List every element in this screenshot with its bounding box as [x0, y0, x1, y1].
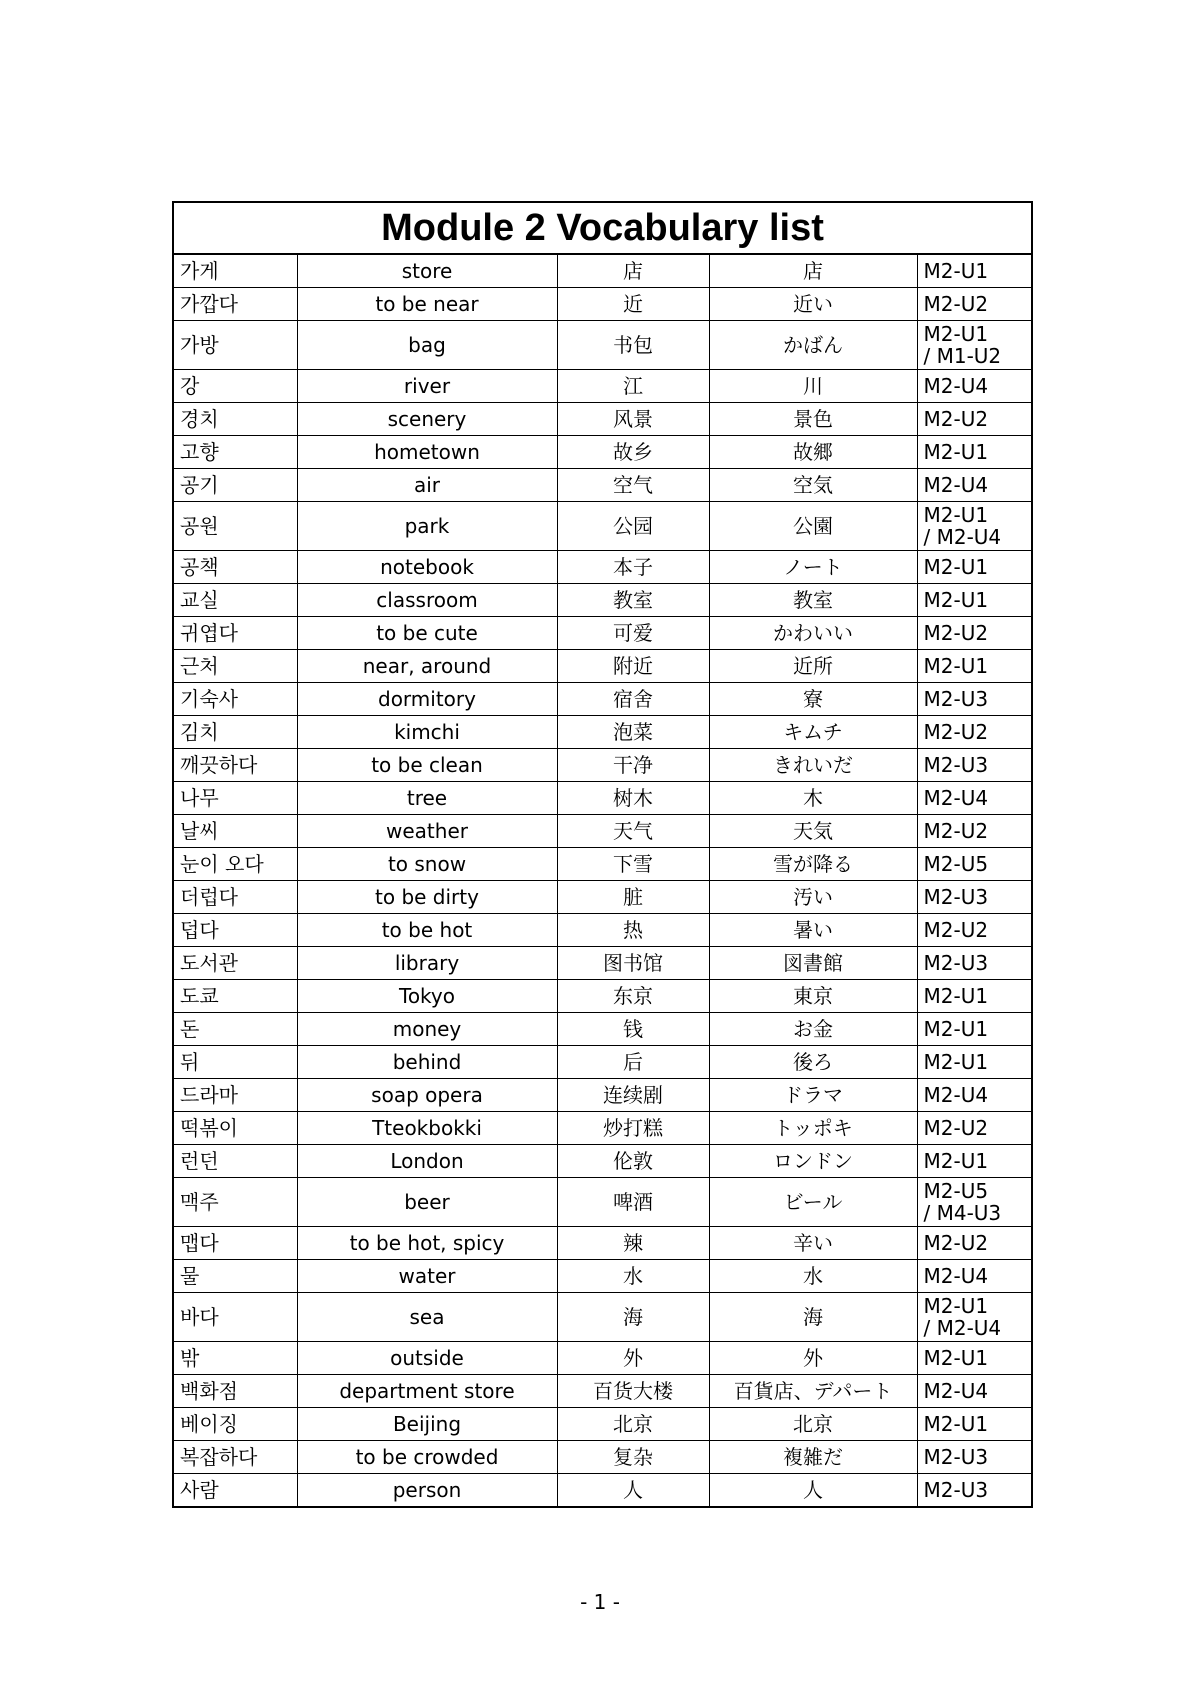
- unit-reference: [917, 1441, 1032, 1474]
- unit-reference: [917, 716, 1032, 749]
- unit-code: M2-U2: [923, 621, 989, 645]
- japanese-word: 北京: [709, 1408, 917, 1441]
- japanese-word: 近い: [709, 288, 917, 321]
- chinese-word: 空气: [557, 469, 709, 502]
- title-row: [173, 202, 1032, 254]
- chinese-word: 脏: [557, 881, 709, 914]
- japanese-word: きれいだ: [709, 749, 917, 782]
- japanese-word: 複雑だ: [709, 1441, 917, 1474]
- japanese-word: ノート: [709, 551, 917, 584]
- english-meaning: person: [297, 1474, 557, 1508]
- unit-reference: [917, 782, 1032, 815]
- korean-word: 백화점: [173, 1375, 297, 1408]
- chinese-word: 本子: [557, 551, 709, 584]
- korean-word: 공원: [173, 502, 297, 551]
- table-row: [173, 1293, 1032, 1342]
- english-meaning: hometown: [297, 436, 557, 469]
- page-number: - 1 -: [580, 1590, 620, 1614]
- japanese-word: 景色: [709, 403, 917, 436]
- unit-code: M2-U1: [923, 1412, 989, 1436]
- chinese-word: 辣: [557, 1227, 709, 1260]
- unit-code: M2-U4: [923, 1264, 989, 1288]
- korean-word: 공책: [173, 551, 297, 584]
- korean-word: 떡볶이: [173, 1112, 297, 1145]
- chinese-word: 宿舍: [557, 683, 709, 716]
- unit-code: / M2-U4: [923, 1316, 1002, 1340]
- japanese-word: 故郷: [709, 436, 917, 469]
- chinese-word: 泡菜: [557, 716, 709, 749]
- japanese-word: 辛い: [709, 1227, 917, 1260]
- table-row: [173, 1112, 1032, 1145]
- japanese-word: 公園: [709, 502, 917, 551]
- english-meaning: to snow: [297, 848, 557, 881]
- chinese-word: 水: [557, 1260, 709, 1293]
- chinese-word: 连续剧: [557, 1079, 709, 1112]
- japanese-word: 天気: [709, 815, 917, 848]
- japanese-word: キムチ: [709, 716, 917, 749]
- unit-reference: [917, 815, 1032, 848]
- korean-word: 복잡하다: [173, 1441, 297, 1474]
- english-meaning: river: [297, 370, 557, 403]
- korean-word: 가깝다: [173, 288, 297, 321]
- unit-reference: [917, 288, 1032, 321]
- unit-reference: [917, 1145, 1032, 1178]
- chinese-word: 下雪: [557, 848, 709, 881]
- japanese-word: 寮: [709, 683, 917, 716]
- chinese-word: 钱: [557, 1013, 709, 1046]
- unit-code: M2-U1: [923, 588, 989, 612]
- japanese-word: 店: [709, 254, 917, 288]
- unit-reference: [917, 1046, 1032, 1079]
- chinese-word: 海: [557, 1293, 709, 1342]
- japanese-word: かばん: [709, 321, 917, 370]
- table-row: [173, 1227, 1032, 1260]
- english-meaning: tree: [297, 782, 557, 815]
- japanese-word: 川: [709, 370, 917, 403]
- vocabulary-rows: [173, 254, 1032, 1507]
- unit-reference: [917, 502, 1032, 551]
- chinese-word: 近: [557, 288, 709, 321]
- korean-word: 뒤: [173, 1046, 297, 1079]
- chinese-word: 可爱: [557, 617, 709, 650]
- table-row: [173, 1178, 1032, 1227]
- unit-code: M2-U4: [923, 786, 989, 810]
- chinese-word: 外: [557, 1342, 709, 1375]
- japanese-word: 海: [709, 1293, 917, 1342]
- unit-reference: [917, 469, 1032, 502]
- table-row: [173, 947, 1032, 980]
- table-row: [173, 815, 1032, 848]
- unit-code: M2-U1: [923, 1149, 989, 1173]
- english-meaning: soap opera: [297, 1079, 557, 1112]
- korean-word: 눈이 오다: [173, 848, 297, 881]
- unit-code: M2-U1: [923, 322, 989, 346]
- chinese-word: 故乡: [557, 436, 709, 469]
- unit-reference: [917, 551, 1032, 584]
- unit-code: M2-U2: [923, 407, 989, 431]
- english-meaning: behind: [297, 1046, 557, 1079]
- english-meaning: to be hot: [297, 914, 557, 947]
- english-meaning: dormitory: [297, 683, 557, 716]
- chinese-word: 风景: [557, 403, 709, 436]
- table-row: [173, 254, 1032, 288]
- table-row: [173, 1145, 1032, 1178]
- unit-reference: [917, 436, 1032, 469]
- korean-word: 공기: [173, 469, 297, 502]
- english-meaning: to be near: [297, 288, 557, 321]
- japanese-word: かわいい: [709, 617, 917, 650]
- korean-word: 도쿄: [173, 980, 297, 1013]
- page-title: Module 2 Vocabulary list: [173, 202, 1032, 254]
- japanese-word: ドラマ: [709, 1079, 917, 1112]
- unit-reference: [917, 1474, 1032, 1508]
- japanese-word: 東京: [709, 980, 917, 1013]
- japanese-word: 図書館: [709, 947, 917, 980]
- unit-code: M2-U3: [923, 1478, 989, 1502]
- table-row: [173, 1408, 1032, 1441]
- japanese-word: 教室: [709, 584, 917, 617]
- chinese-word: 热: [557, 914, 709, 947]
- korean-word: 깨끗하다: [173, 749, 297, 782]
- english-meaning: weather: [297, 815, 557, 848]
- table-row: [173, 1013, 1032, 1046]
- unit-code: M2-U1: [923, 654, 989, 678]
- japanese-word: 水: [709, 1260, 917, 1293]
- unit-reference: [917, 1408, 1032, 1441]
- unit-code: M2-U5: [923, 1179, 989, 1203]
- korean-word: 날씨: [173, 815, 297, 848]
- japanese-word: 外: [709, 1342, 917, 1375]
- chinese-word: 伦敦: [557, 1145, 709, 1178]
- english-meaning: park: [297, 502, 557, 551]
- chinese-word: 炒打糕: [557, 1112, 709, 1145]
- japanese-word: ロンドン: [709, 1145, 917, 1178]
- table-row: [173, 1375, 1032, 1408]
- english-meaning: to be cute: [297, 617, 557, 650]
- table-row: [173, 848, 1032, 881]
- unit-reference: [917, 683, 1032, 716]
- korean-word: 교실: [173, 584, 297, 617]
- unit-code: M2-U2: [923, 819, 989, 843]
- chinese-word: 书包: [557, 321, 709, 370]
- korean-word: 강: [173, 370, 297, 403]
- unit-reference: [917, 403, 1032, 436]
- unit-reference: [917, 321, 1032, 370]
- unit-code: M2-U3: [923, 951, 989, 975]
- english-meaning: store: [297, 254, 557, 288]
- japanese-word: 木: [709, 782, 917, 815]
- unit-reference: [917, 947, 1032, 980]
- korean-word: 맵다: [173, 1227, 297, 1260]
- table-row: [173, 914, 1032, 947]
- korean-word: 나무: [173, 782, 297, 815]
- chinese-word: 后: [557, 1046, 709, 1079]
- table-row: [173, 469, 1032, 502]
- english-meaning: London: [297, 1145, 557, 1178]
- english-meaning: classroom: [297, 584, 557, 617]
- unit-code: M2-U1: [923, 1294, 989, 1318]
- unit-reference: [917, 1112, 1032, 1145]
- korean-word: 물: [173, 1260, 297, 1293]
- vocabulary-table: [172, 201, 1033, 1508]
- japanese-word: お金: [709, 1013, 917, 1046]
- english-meaning: to be dirty: [297, 881, 557, 914]
- korean-word: 경치: [173, 403, 297, 436]
- japanese-word: 雪が降る: [709, 848, 917, 881]
- korean-word: 가게: [173, 254, 297, 288]
- unit-code: M2-U2: [923, 1231, 989, 1255]
- unit-code: M2-U2: [923, 918, 989, 942]
- unit-code: M2-U2: [923, 1116, 989, 1140]
- chinese-word: 干净: [557, 749, 709, 782]
- unit-code: M2-U2: [923, 720, 989, 744]
- chinese-word: 教室: [557, 584, 709, 617]
- english-meaning: to be hot, spicy: [297, 1227, 557, 1260]
- korean-word: 김치: [173, 716, 297, 749]
- japanese-word: 暑い: [709, 914, 917, 947]
- unit-code: M2-U1: [923, 555, 989, 579]
- english-meaning: sea: [297, 1293, 557, 1342]
- unit-reference: [917, 1227, 1032, 1260]
- table-row: [173, 1474, 1032, 1508]
- japanese-word: 人: [709, 1474, 917, 1508]
- table-row: [173, 1260, 1032, 1293]
- korean-word: 사람: [173, 1474, 297, 1508]
- table-row: [173, 716, 1032, 749]
- table-row: [173, 683, 1032, 716]
- unit-reference: [917, 650, 1032, 683]
- unit-code: M2-U4: [923, 473, 989, 497]
- japanese-word: ビール: [709, 1178, 917, 1227]
- table-row: [173, 1079, 1032, 1112]
- english-meaning: library: [297, 947, 557, 980]
- english-meaning: Tokyo: [297, 980, 557, 1013]
- chinese-word: 北京: [557, 1408, 709, 1441]
- unit-reference: [917, 1260, 1032, 1293]
- chinese-word: 人: [557, 1474, 709, 1508]
- english-meaning: kimchi: [297, 716, 557, 749]
- korean-word: 더럽다: [173, 881, 297, 914]
- unit-reference: [917, 617, 1032, 650]
- unit-reference: [917, 584, 1032, 617]
- table-row: [173, 321, 1032, 370]
- table-row: [173, 1046, 1032, 1079]
- korean-word: 드라마: [173, 1079, 297, 1112]
- unit-reference: [917, 1293, 1032, 1342]
- japanese-word: 百貨店、デパート: [709, 1375, 917, 1408]
- korean-word: 런던: [173, 1145, 297, 1178]
- table-row: [173, 782, 1032, 815]
- english-meaning: money: [297, 1013, 557, 1046]
- english-meaning: outside: [297, 1342, 557, 1375]
- unit-reference: [917, 914, 1032, 947]
- table-row: [173, 551, 1032, 584]
- table-row: [173, 650, 1032, 683]
- korean-word: 맥주: [173, 1178, 297, 1227]
- unit-code: M2-U1: [923, 1050, 989, 1074]
- japanese-word: 汚い: [709, 881, 917, 914]
- unit-reference: [917, 370, 1032, 403]
- table-row: [173, 980, 1032, 1013]
- unit-code: M2-U2: [923, 292, 989, 316]
- unit-code: M2-U1: [923, 440, 989, 464]
- english-meaning: Beijing: [297, 1408, 557, 1441]
- unit-reference: [917, 749, 1032, 782]
- chinese-word: 江: [557, 370, 709, 403]
- korean-word: 덥다: [173, 914, 297, 947]
- chinese-word: 百货大楼: [557, 1375, 709, 1408]
- korean-word: 베이징: [173, 1408, 297, 1441]
- table-row: [173, 1441, 1032, 1474]
- table-row: [173, 288, 1032, 321]
- table-row: [173, 584, 1032, 617]
- english-meaning: bag: [297, 321, 557, 370]
- chinese-word: 啤酒: [557, 1178, 709, 1227]
- table-row: [173, 370, 1032, 403]
- japanese-word: 空気: [709, 469, 917, 502]
- chinese-word: 附近: [557, 650, 709, 683]
- unit-reference: [917, 980, 1032, 1013]
- english-meaning: scenery: [297, 403, 557, 436]
- table-row: [173, 617, 1032, 650]
- unit-code: M2-U1: [923, 1017, 989, 1041]
- table-row: [173, 436, 1032, 469]
- unit-code: / M2-U4: [923, 525, 1002, 549]
- english-meaning: notebook: [297, 551, 557, 584]
- chinese-word: 图书馆: [557, 947, 709, 980]
- table-row: [173, 502, 1032, 551]
- korean-word: 귀엽다: [173, 617, 297, 650]
- unit-reference: [917, 848, 1032, 881]
- unit-reference: [917, 1178, 1032, 1227]
- unit-code: M2-U4: [923, 374, 989, 398]
- unit-code: M2-U4: [923, 1379, 989, 1403]
- table-row: [173, 881, 1032, 914]
- unit-reference: [917, 254, 1032, 288]
- unit-reference: [917, 881, 1032, 914]
- chinese-word: 店: [557, 254, 709, 288]
- japanese-word: 後ろ: [709, 1046, 917, 1079]
- unit-code: M2-U3: [923, 885, 989, 909]
- unit-code: M2-U1: [923, 259, 989, 283]
- korean-word: 가방: [173, 321, 297, 370]
- chinese-word: 公园: [557, 502, 709, 551]
- chinese-word: 树木: [557, 782, 709, 815]
- english-meaning: to be clean: [297, 749, 557, 782]
- unit-code: M2-U1: [923, 503, 989, 527]
- english-meaning: to be crowded: [297, 1441, 557, 1474]
- korean-word: 바다: [173, 1293, 297, 1342]
- unit-reference: [917, 1013, 1032, 1046]
- unit-code: / M4-U3: [923, 1201, 1002, 1225]
- unit-code: M2-U1: [923, 1346, 989, 1370]
- korean-word: 고향: [173, 436, 297, 469]
- english-meaning: near, around: [297, 650, 557, 683]
- unit-code: M2-U5: [923, 852, 989, 876]
- korean-word: 밖: [173, 1342, 297, 1375]
- korean-word: 근처: [173, 650, 297, 683]
- table-row: [173, 1342, 1032, 1375]
- unit-reference: [917, 1079, 1032, 1112]
- unit-code: M2-U3: [923, 1445, 989, 1469]
- chinese-word: 天气: [557, 815, 709, 848]
- unit-reference: [917, 1375, 1032, 1408]
- unit-code: M2-U3: [923, 687, 989, 711]
- chinese-word: 东京: [557, 980, 709, 1013]
- korean-word: 돈: [173, 1013, 297, 1046]
- chinese-word: 复杂: [557, 1441, 709, 1474]
- unit-code: M2-U4: [923, 1083, 989, 1107]
- korean-word: 기숙사: [173, 683, 297, 716]
- japanese-word: 近所: [709, 650, 917, 683]
- english-meaning: Tteokbokki: [297, 1112, 557, 1145]
- unit-code: / M1-U2: [923, 344, 1002, 368]
- unit-code: M2-U1: [923, 984, 989, 1008]
- table-row: [173, 403, 1032, 436]
- english-meaning: department store: [297, 1375, 557, 1408]
- english-meaning: beer: [297, 1178, 557, 1227]
- table-row: [173, 749, 1032, 782]
- english-meaning: air: [297, 469, 557, 502]
- english-meaning: water: [297, 1260, 557, 1293]
- unit-reference: [917, 1342, 1032, 1375]
- unit-code: M2-U3: [923, 753, 989, 777]
- japanese-word: トッポキ: [709, 1112, 917, 1145]
- korean-word: 도서관: [173, 947, 297, 980]
